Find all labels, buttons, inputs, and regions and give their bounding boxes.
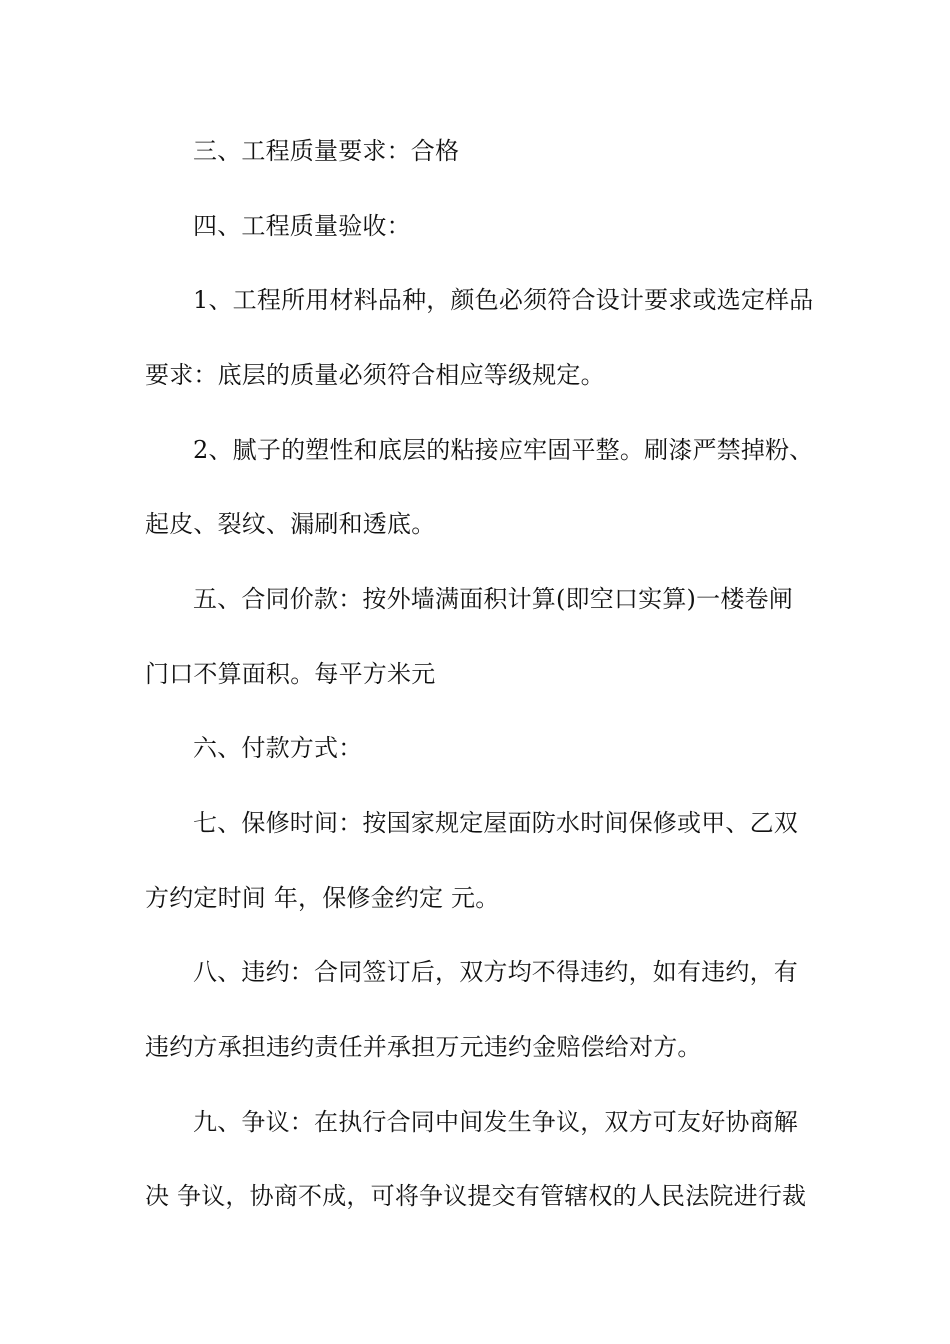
clause-5-line-2: 门口不算面积。每平方米元 bbox=[145, 660, 436, 688]
clause-4-line-1: 四、工程质量验收： bbox=[193, 212, 411, 240]
item-1-line-2: 要求：底层的质量必须符合相应等级规定。 bbox=[145, 361, 605, 389]
clause-5-line-1: 五、合同价款：按外墙满面积计算(即空口实算)一楼卷闸 bbox=[193, 585, 793, 613]
clause-9-line-2: 决 争议，协商不成，可将争议提交有管辖权的人民法院进行裁 bbox=[145, 1182, 807, 1210]
clause-8-line-2: 违约方承担违约责任并承担万元违约金赔偿给对方。 bbox=[145, 1033, 702, 1061]
clause-8-line-1: 八、违约：合同签订后，双方均不得违约，如有违约，有 bbox=[193, 958, 798, 986]
item-1-line-1: 1、工程所用材料品种，颜色必须符合设计要求或选定样品 bbox=[193, 286, 814, 314]
clause-6-line-1: 六、付款方式： bbox=[193, 734, 363, 762]
clause-9-line-1: 九、争议：在执行合同中间发生争议，双方可友好协商解 bbox=[193, 1108, 798, 1136]
item-2-line-1: 2、腻子的塑性和底层的粘接应牢固平整。刷漆严禁掉粉、 bbox=[193, 436, 814, 464]
item-2-line-2: 起皮、裂纹、漏刷和透底。 bbox=[145, 510, 436, 538]
clause-7-line-2: 方约定时间 年，保修金约定 元。 bbox=[145, 884, 500, 912]
clause-3-line-1: 三、工程质量要求：合格 bbox=[193, 137, 460, 165]
clause-7-line-1: 七、保修时间：按国家规定屋面防水时间保修或甲、乙双 bbox=[193, 809, 798, 837]
